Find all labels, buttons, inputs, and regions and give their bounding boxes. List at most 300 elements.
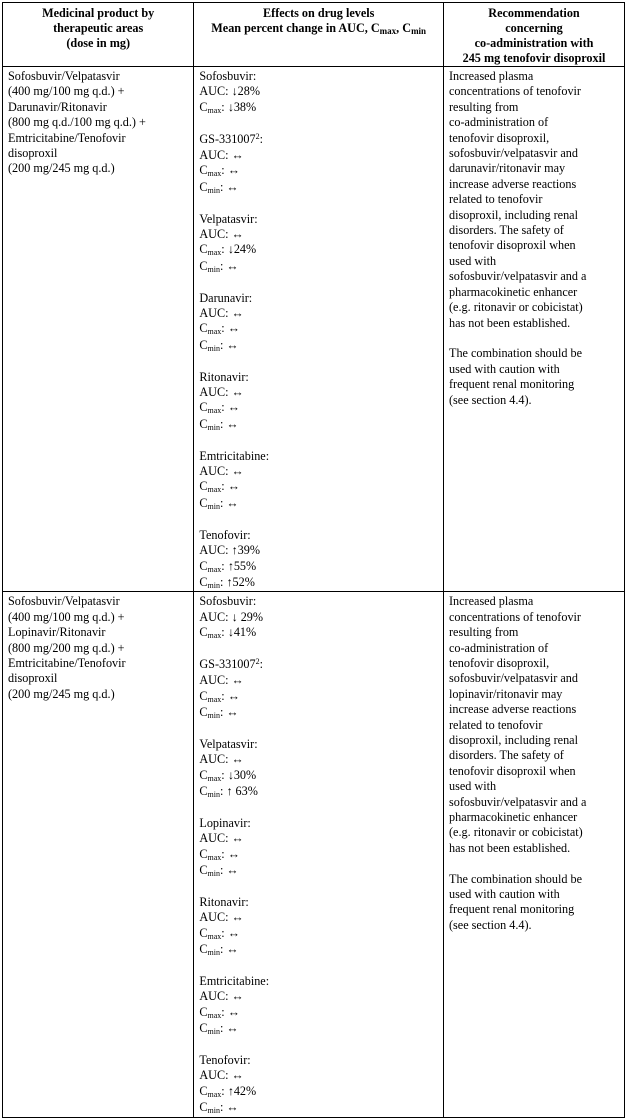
pk-colon: : [221, 925, 228, 940]
pk-parameter: AUC [199, 673, 226, 688]
header-recommendation-line: co-administration with [474, 36, 594, 50]
pk-analyte-text: Velpatasvir: [199, 211, 258, 226]
pk-block [199, 657, 438, 722]
pk-value: ↔ [227, 925, 240, 940]
pk-parameter-line [199, 259, 438, 275]
pk-colon: : [221, 400, 228, 415]
pk-parameter: AUC [199, 910, 226, 925]
pk-parameter: C [199, 495, 208, 510]
pk-parameter-line [199, 1100, 438, 1116]
recommendation-line: sofosbuvir/velpatasvir and [449, 146, 578, 161]
pk-parameter-line [199, 227, 438, 242]
recommendation-paragraph [449, 69, 619, 331]
recommendation-line: used with [449, 779, 497, 794]
product-cell [3, 67, 194, 592]
pk-analyte-name [199, 895, 438, 910]
recommendation-line: co-administration of [449, 115, 549, 130]
pk-parameter-sub: min [207, 343, 220, 353]
pk-parameter-line [199, 673, 438, 688]
pk-analyte-name [199, 816, 438, 831]
pk-analyte-name [199, 449, 438, 464]
pk-colon: : [221, 321, 228, 336]
pk-value: ↔ [231, 752, 244, 767]
header-effects-line [199, 21, 438, 37]
pk-parameter-sub: max [207, 564, 222, 574]
pk-block [199, 895, 438, 959]
recommendation-cell [444, 67, 625, 592]
pk-parameter: C [199, 688, 208, 703]
pk-parameter: AUC [199, 752, 226, 767]
pk-parameter-line [199, 625, 438, 641]
pk-parameter-line [199, 148, 438, 163]
pk-colon: : [221, 1083, 228, 1098]
pk-parameter: C [199, 1004, 208, 1019]
pk-analyte-text: Sofosbuvir: [199, 594, 257, 609]
recommendation-line: sofosbuvir/velpatasvir and [449, 671, 578, 686]
product-cell [3, 592, 194, 1117]
pk-analyte-text: Emtricitabine: [199, 973, 270, 988]
pk-parameter: C [199, 942, 208, 957]
recommendation-paragraph [449, 346, 619, 408]
pk-parameter-sub: min [207, 501, 220, 511]
pk-parameter-sub: min [207, 790, 220, 800]
product-line: Sofosbuvir/Velpatasvir [8, 69, 120, 83]
pk-value: ↔ [227, 400, 240, 415]
pk-value: ↔ [231, 306, 244, 321]
header-recommendation-line: Recommendation [488, 6, 580, 20]
pk-analyte-text: Ritonavir: [199, 894, 249, 909]
pk-colon: : [219, 942, 227, 957]
product-line: Emtricitabine/Tenofovir [8, 655, 126, 670]
recommendation-line: resulting from [449, 625, 519, 640]
pk-value: ↓41% [227, 625, 257, 640]
pk-analyte-text: Darunavir: [199, 290, 253, 305]
product-line: (800 mg/200 mg q.d.) + [8, 640, 125, 655]
pk-parameter-line [199, 610, 438, 625]
pk-parameter: AUC [199, 464, 226, 479]
pk-parameter: AUC [199, 989, 226, 1004]
product-line: (800 mg q.d./100 mg q.d.) + [8, 115, 146, 130]
pk-value: ↓24% [227, 242, 257, 257]
pk-parameter: C [199, 479, 208, 494]
pk-parameter: C [199, 242, 208, 257]
pk-parameter-sub: max [207, 694, 222, 704]
pk-parameter: C [199, 625, 208, 640]
pk-block [199, 69, 438, 116]
pk-colon: : [221, 99, 228, 114]
recommendation-line: sofosbuvir/velpatasvir and a [449, 269, 587, 284]
header-product [3, 3, 194, 67]
pk-parameter: C [199, 705, 208, 720]
pk-parameter: C [199, 163, 208, 178]
pk-block [199, 370, 438, 434]
recommendation-line: increase adverse reactions [449, 176, 577, 191]
header-recommendation-line: concerning [505, 21, 563, 35]
pk-parameter-line [199, 689, 438, 705]
pk-analyte-text: Tenofovir: [199, 527, 251, 542]
pk-colon: : [219, 784, 227, 799]
recommendation-line: Increased plasma [449, 594, 534, 609]
pk-parameter-sub: min [207, 185, 220, 195]
header-effects [194, 3, 444, 67]
recommendation-line: tenofovir disoproxil, [449, 655, 550, 670]
pk-parameter-line [199, 479, 438, 495]
recommendation-line: sofosbuvir/velpatasvir and a [449, 794, 587, 809]
recommendation-line: tenofovir disoproxil when [449, 763, 576, 778]
recommendation-line: (e.g. ritonavir or cobicistat) [449, 300, 583, 315]
pk-block [199, 291, 438, 355]
pk-colon: : [259, 131, 263, 146]
pk-parameter: C [199, 99, 208, 114]
pk-colon: : [221, 163, 228, 178]
pk-parameter: C [199, 925, 208, 940]
pk-parameter-sub: max [207, 631, 222, 641]
pk-parameter-line [199, 180, 438, 196]
pk-analyte-text: GS-331007 [199, 131, 256, 146]
pk-parameter-line [199, 752, 438, 767]
recommendation-line: increase adverse reactions [449, 702, 577, 717]
pk-parameter-sub: max [207, 169, 222, 179]
pk-analyte-footnote: 2 [255, 131, 260, 141]
pk-parameter-sub: max [207, 773, 222, 783]
pk-colon: : [225, 831, 232, 846]
pk-parameter-sub: max [207, 1010, 222, 1020]
pk-parameter-line [199, 100, 438, 116]
recommendation-cell [444, 592, 625, 1117]
recommendation-line: tenofovir disoproxil when [449, 238, 576, 253]
pk-parameter: C [199, 1083, 208, 1098]
pk-parameter-sub: max [207, 327, 222, 337]
header-effects-sub: max [379, 26, 397, 36]
recommendation-line: (see section 4.4). [449, 392, 532, 407]
pk-analyte-name [199, 594, 438, 609]
pk-colon: : [221, 479, 228, 494]
pk-colon: : [219, 179, 227, 194]
pk-parameter: C [199, 179, 208, 194]
recommendation-line: co-administration of [449, 640, 549, 655]
header-product-line: Medicinal product by [42, 6, 155, 20]
pk-parameter-line [199, 417, 438, 433]
pk-parameter: AUC [199, 543, 226, 558]
pk-parameter-sub: max [207, 248, 222, 258]
header-effects-sub: min [411, 26, 427, 36]
recommendation-line: pharmacokinetic enhancer [449, 284, 578, 299]
pk-parameter: AUC [199, 227, 226, 242]
pk-value: ↔ [231, 1068, 244, 1083]
pk-parameter-line [199, 863, 438, 879]
pk-value: ↔ [231, 989, 244, 1004]
recommendation-line: used with caution with [449, 361, 560, 376]
pk-analyte-text: Tenofovir: [199, 1053, 251, 1067]
pk-colon: : [259, 656, 263, 671]
pk-colon: : [225, 1068, 232, 1083]
pk-value: ↔ [226, 495, 239, 510]
pk-parameter-sub: min [207, 948, 220, 958]
pk-parameter-line [199, 768, 438, 784]
pk-value: ↔ [231, 464, 244, 479]
header-recommendation-line: 245 mg tenofovir disoproxil [462, 51, 606, 65]
pk-colon: : [225, 910, 232, 925]
pk-parameter-line [199, 847, 438, 863]
pk-parameter-sub: max [207, 105, 222, 115]
pk-analyte-text: Lopinavir: [199, 815, 251, 830]
recommendation-line: frequent renal monitoring [449, 377, 575, 392]
pk-colon: : [219, 863, 227, 878]
pk-analyte-text: Sofosbuvir: [199, 69, 257, 83]
header-effects-text: , C [396, 21, 412, 35]
pk-parameter: C [199, 574, 208, 589]
pk-value: ↔ [226, 337, 239, 352]
effects-cell [194, 67, 444, 592]
pk-analyte-footnote: 2 [255, 656, 260, 666]
pk-analyte-name [199, 212, 438, 227]
pk-parameter-line [199, 1068, 438, 1083]
pk-analyte-text: GS-331007 [199, 656, 256, 671]
pk-parameter-sub: min [207, 264, 220, 274]
pk-parameter-line [199, 575, 438, 591]
pk-parameter-line [199, 910, 438, 925]
pk-analyte-name [199, 528, 438, 543]
pk-colon: : [225, 609, 232, 624]
pk-parameter: C [199, 321, 208, 336]
pk-parameter-line [199, 338, 438, 354]
pk-value: ↔ [231, 910, 244, 925]
pk-parameter-line [199, 942, 438, 958]
recommendation-line: lopinavir/ritonavir may [449, 686, 563, 701]
product-line: disoproxil [8, 671, 58, 686]
pk-value: ↔ [226, 179, 239, 194]
pk-parameter: C [199, 1100, 208, 1115]
pk-parameter-sub: max [207, 931, 222, 941]
pk-analyte-name [199, 291, 438, 306]
pk-block [199, 816, 438, 880]
pk-parameter: C [199, 784, 208, 799]
recommendation-line: pharmacokinetic enhancer [449, 810, 578, 824]
pk-colon: : [221, 558, 228, 573]
pk-colon: : [219, 337, 227, 352]
pk-value: ↑52% [226, 574, 255, 589]
recommendation-line: The combination should be [449, 346, 583, 361]
pk-analyte-name [199, 370, 438, 385]
pk-parameter: AUC [199, 609, 226, 624]
header-effects-text: Mean percent change in AUC, C [211, 21, 380, 35]
pk-parameter: AUC [199, 148, 226, 163]
recommendation-line: tenofovir disoproxil, [449, 130, 550, 145]
pk-colon: : [225, 148, 232, 163]
recommendation-line: resulting from [449, 99, 519, 114]
pk-analyte-name [199, 737, 438, 752]
pk-value: ↔ [231, 227, 244, 242]
pk-value: ↔ [227, 321, 240, 336]
pk-parameter-line [199, 784, 438, 800]
header-product-line: (dose in mg) [66, 36, 131, 50]
pk-colon: : [221, 688, 228, 703]
recommendation-line: related to tenofovir [449, 717, 543, 732]
product-line: Sofosbuvir/Velpatasvir [8, 594, 120, 609]
pk-parameter-line [199, 1005, 438, 1021]
pk-colon: : [219, 705, 227, 720]
recommendation-line: (see section 4.4). [449, 917, 532, 932]
pk-colon: : [219, 1100, 227, 1115]
pk-block [199, 132, 438, 197]
pk-value: ↓30% [227, 767, 257, 782]
pk-parameter-sub: max [207, 406, 222, 416]
pk-parameter-line [199, 496, 438, 512]
pk-parameter: C [199, 416, 208, 431]
pk-parameter-line [199, 705, 438, 721]
pk-parameter-sub: min [207, 1027, 220, 1037]
pk-parameter-sub: min [207, 869, 220, 879]
pk-parameter-line [199, 84, 438, 99]
pk-value: ↔ [226, 705, 239, 720]
pk-parameter-line [199, 306, 438, 321]
pk-colon: : [225, 385, 232, 400]
pk-parameter-line [199, 1084, 438, 1100]
pk-parameter: AUC [199, 1068, 226, 1083]
product-line: Emtricitabine/Tenofovir [8, 130, 126, 145]
pk-value: ↔ [227, 688, 240, 703]
pk-value: ↔ [231, 831, 244, 846]
pk-parameter-sub: max [207, 485, 222, 495]
recommendation-paragraph [449, 872, 619, 934]
pk-analyte-name [199, 69, 438, 84]
pk-parameter: C [199, 846, 208, 861]
pk-parameter-line [199, 385, 438, 400]
recommendation-line: Increased plasma [449, 69, 534, 83]
pk-parameter: C [199, 558, 208, 573]
pk-colon: : [221, 767, 228, 782]
pk-parameter-sub: max [207, 852, 222, 862]
pk-parameter-line [199, 400, 438, 416]
product-line: disoproxil [8, 146, 58, 161]
recommendation-line: has not been established. [449, 315, 571, 330]
pk-parameter-line [199, 989, 438, 1004]
pk-value: ↔ [226, 1021, 239, 1036]
pk-parameter-sub: min [207, 1106, 220, 1116]
pk-parameter: AUC [199, 84, 226, 99]
recommendation-line: disorders. The safety of [449, 748, 564, 763]
product-line: (200 mg/245 mg q.d.) [8, 161, 115, 176]
pk-parameter-sub: min [207, 580, 220, 590]
pk-value: ↑ 63% [226, 784, 258, 799]
pk-colon: : [221, 1004, 228, 1019]
pk-analyte-text: Velpatasvir: [199, 736, 258, 751]
table-header-row [3, 3, 625, 67]
pk-value: ↔ [226, 416, 239, 431]
pk-parameter-line [199, 464, 438, 479]
pk-parameter-line [199, 242, 438, 258]
header-product-line: therapeutic areas [53, 21, 144, 35]
pk-colon: : [219, 495, 227, 510]
recommendation-line: used with [449, 253, 497, 268]
recommendation-line: disoproxil, including renal [449, 207, 578, 222]
pk-parameter-sub: min [207, 422, 220, 432]
pk-block [199, 974, 438, 1038]
pk-parameter-line [199, 831, 438, 846]
pk-colon: : [225, 306, 232, 321]
pk-analyte-name [199, 132, 438, 148]
recommendation-line: darunavir/ritonavir may [449, 161, 566, 176]
pk-parameter-line [199, 1021, 438, 1037]
pk-colon: : [225, 464, 232, 479]
recommendation-line: frequent renal monitoring [449, 902, 575, 917]
product-line: (200 mg/245 mg q.d.) [8, 686, 115, 701]
pk-analyte-text: Ritonavir: [199, 369, 249, 384]
product-line: (400 mg/100 mg q.d.) + [8, 84, 125, 99]
pk-value: ↔ [226, 942, 239, 957]
product-line: Lopinavir/Ritonavir [8, 625, 106, 640]
recommendation-line: (e.g. ritonavir or cobicistat) [449, 825, 583, 840]
pk-colon: : [221, 846, 228, 861]
pk-parameter-sub: min [207, 711, 220, 721]
pk-value: ↔ [231, 385, 244, 400]
pk-value: ↔ [227, 1004, 240, 1019]
pk-block [199, 212, 438, 276]
interaction-table [2, 2, 625, 1118]
pk-parameter: C [199, 767, 208, 782]
pk-parameter: C [199, 1021, 208, 1036]
header-effects-line: Effects on drug levels [263, 6, 375, 20]
pk-parameter-line [199, 543, 438, 558]
pk-colon: : [219, 258, 227, 273]
recommendation-line: concentrations of tenofovir [449, 84, 581, 99]
pk-block [199, 737, 438, 801]
table-row [3, 592, 625, 1117]
pk-block [199, 594, 438, 641]
pk-parameter-sub: max [207, 1089, 222, 1099]
recommendation-paragraph [449, 594, 619, 856]
pk-colon: : [219, 416, 227, 431]
pk-value: ↔ [226, 863, 239, 878]
pk-parameter: AUC [199, 831, 226, 846]
pk-value: ↔ [226, 1100, 239, 1115]
pk-block [199, 449, 438, 513]
pk-value: ↔ [227, 846, 240, 861]
pk-value: ↔ [231, 673, 244, 688]
pk-value: ↓ 29% [231, 609, 264, 624]
recommendation-line: disoproxil, including renal [449, 732, 578, 747]
pk-colon: : [221, 242, 228, 257]
recommendation-line: related to tenofovir [449, 192, 543, 207]
recommendation-line: disorders. The safety of [449, 223, 564, 238]
pk-parameter: C [199, 400, 208, 415]
pk-parameter-line [199, 926, 438, 942]
pk-parameter: C [199, 337, 208, 352]
pk-value: ↓38% [227, 99, 257, 114]
pk-colon: : [225, 84, 232, 99]
pk-colon: : [219, 1021, 227, 1036]
pk-analyte-text: Emtricitabine: [199, 448, 270, 463]
recommendation-line: has not been established. [449, 840, 571, 855]
table-row [3, 67, 625, 592]
pk-parameter: C [199, 258, 208, 273]
recommendation-line: used with caution with [449, 887, 560, 902]
pk-analyte-name [199, 974, 438, 989]
pk-parameter-line [199, 559, 438, 575]
pk-value: ↔ [227, 163, 240, 178]
pk-colon: : [225, 227, 232, 242]
pk-value: ↑39% [231, 543, 260, 558]
pk-parameter: AUC [199, 306, 226, 321]
pk-value: ↔ [227, 479, 240, 494]
pk-parameter-line [199, 321, 438, 337]
pk-colon: : [225, 752, 232, 767]
recommendation-line: The combination should be [449, 871, 583, 886]
header-recommendation [444, 3, 625, 67]
product-line: Darunavir/Ritonavir [8, 99, 107, 114]
pk-parameter: AUC [199, 385, 226, 400]
pk-colon: : [221, 625, 228, 640]
